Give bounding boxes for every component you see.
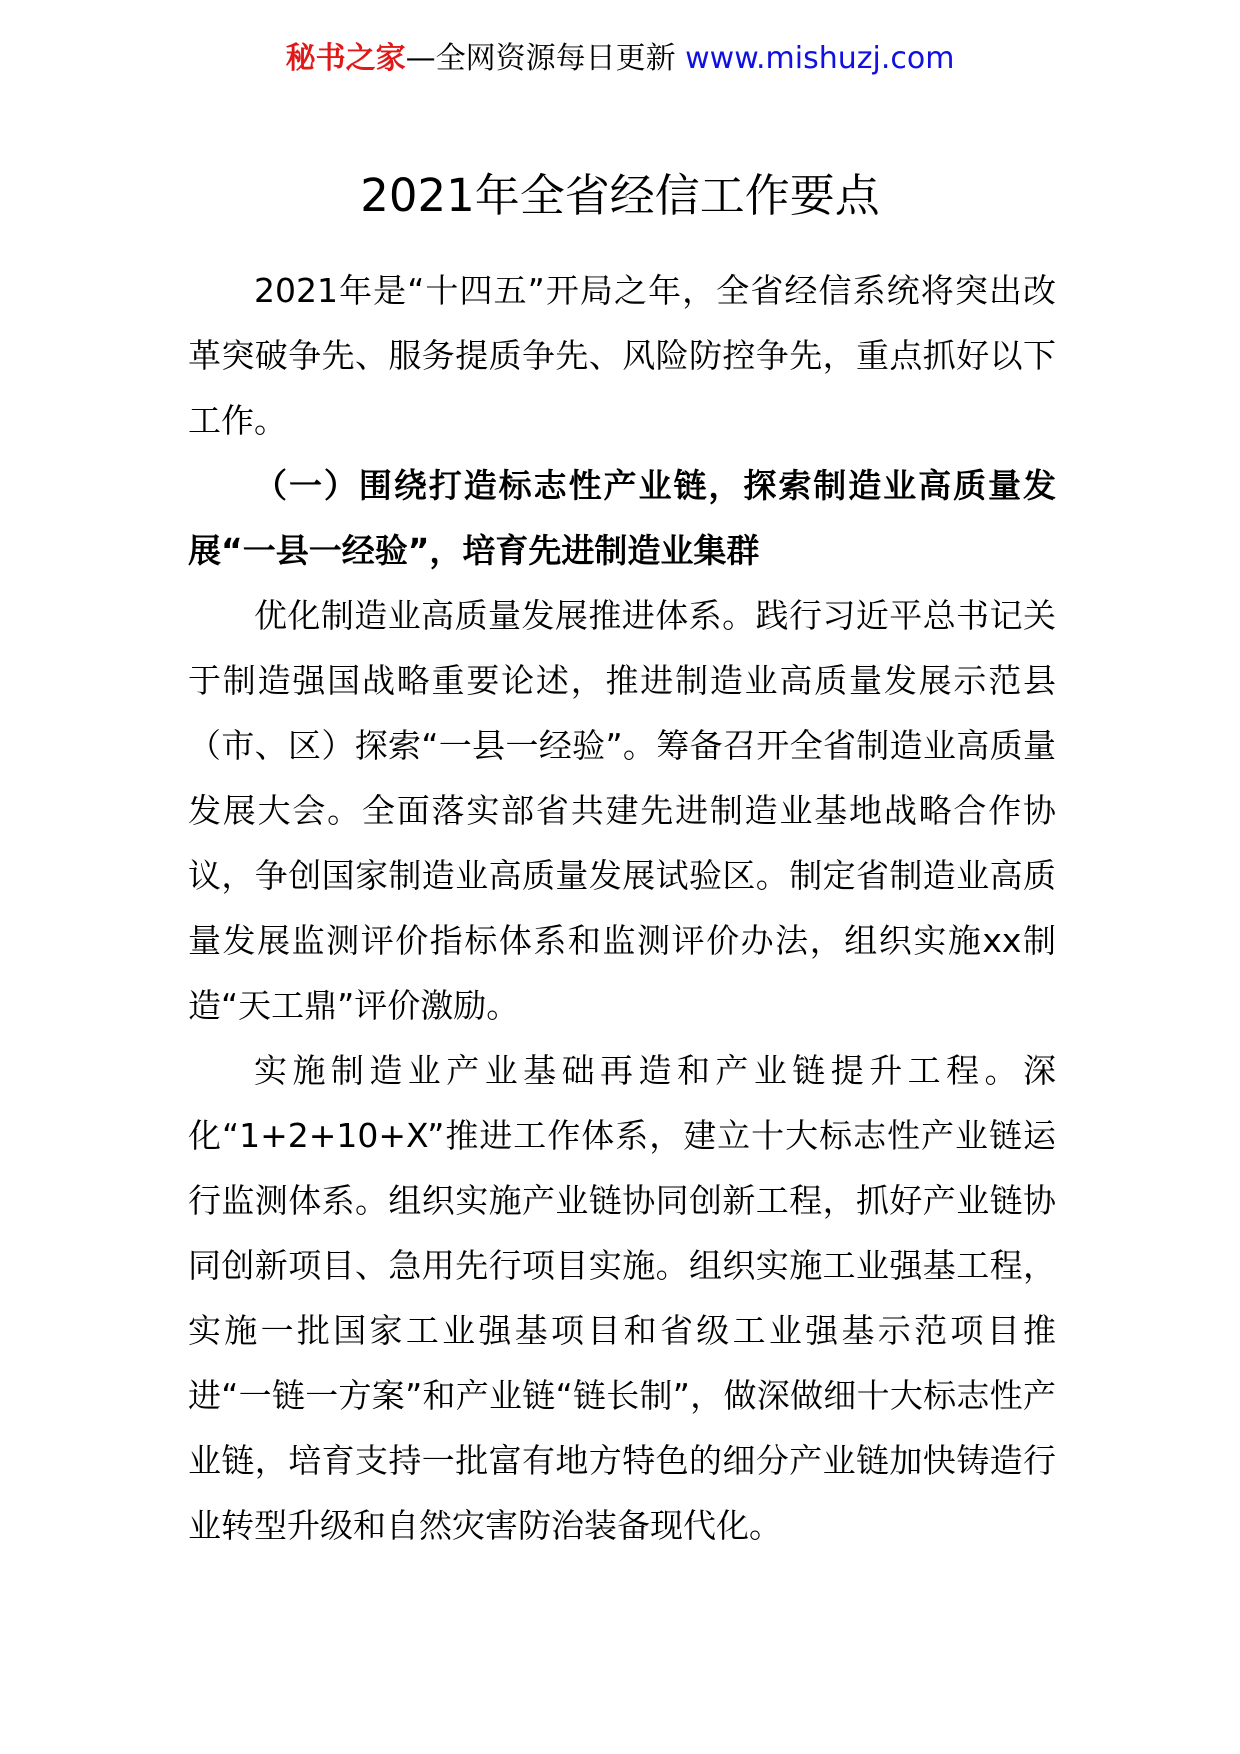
site-brand: 秘书之家: [285, 41, 406, 76]
document-title: 2021年全省经信工作要点: [360, 169, 880, 222]
intro-paragraph: 2021年是“十四五”开局之年，全省经信系统将突出改革突破争先、服务提质争先、风险防控争先，重点抓好以下工作。: [188, 271, 1056, 440]
document-body: [188, 258, 1056, 1558]
site-tagline: —全网资源每日更新: [405, 41, 676, 76]
body-paragraph: 优化制造业高质量发展推进体系。践行习近平总书记关于制造强国战略重要论述，推进制造业高质量发展示范县（市、区）探索“一县一经验”。筹备召开全省制造业高质量发展大会。全面落实部省共建先进制造业基地战略合作协议，争创国家制造业高质量发展试验区。制定省制造业高质量发展监测评价指标体系和监测评价办法，组织实施xx制造“天工鼎”评价激励。: [188, 596, 1056, 1025]
site-header: [0, 38, 1240, 80]
site-url-link[interactable]: www.mishuzj.com: [685, 41, 955, 76]
body-paragraph: 实施制造业产业基础再造和产业链提升工程。深化“1+2+10+X”推进工作体系，建立十大标志性产业链运行监测体系。组织实施产业链协同创新工程，抓好产业链协同创新项目、急用先行项目实施。组织实施工业强基工程，实施一批国家工业强基项目和省级工业强基示范项目推进“一链一方案”和产业链“链长制”，做深做细十大标志性产业链，培育支持一批富有地方特色的细分产业链加快铸造行业转型升级和自然灾害防治装备现代化。: [188, 1051, 1056, 1545]
section-heading: （一）围绕打造标志性产业链，探索制造业高质量发展“一县一经验”，培育先进制造业集群: [188, 466, 1056, 570]
